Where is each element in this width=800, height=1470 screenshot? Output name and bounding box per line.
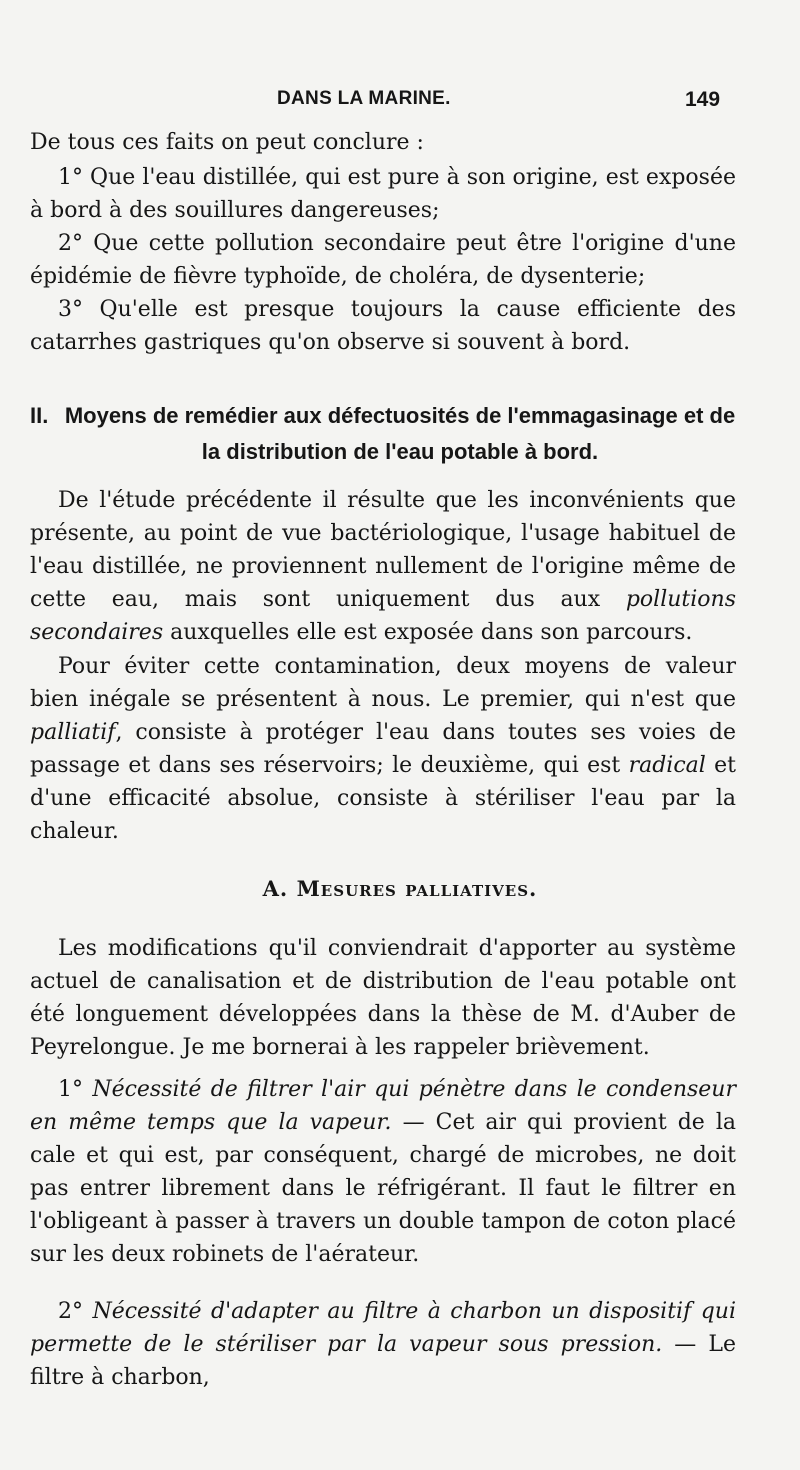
item-title: Nécessité d'adapter au filtre à charbon un dispositif qui permette de le stériliser par la vapeur sous pression. bbox=[30, 1299, 736, 1357]
item-title: Nécessité de filtrer l'air qui pénètre dans le condenseur en même temps que la vapeur. bbox=[30, 1077, 736, 1135]
item-filtre-charbon: 2° Nécessité d'adapter au filtre à charbon un dispositif qui permette de le stériliser par la vapeur sous pression. — Le filtre à charbon, bbox=[30, 1299, 736, 1390]
item-number: 1° bbox=[58, 1077, 83, 1102]
paragraph-contamination: Pour éviter cette contamination, deux moyens de valeur bien inégale se présentent à nous. Le premier, qui n'est que palliatif, consiste à protéger l'eau dans toutes ses voies de passage et dans ses réservoirs; le deuxième, qui est radical et d'une efficacité absolue, consiste à stériliser l'eau par la chaleur. bbox=[30, 654, 736, 844]
emphasis-radical: radical bbox=[628, 753, 706, 778]
page-number: 149 bbox=[685, 88, 721, 111]
subsection-heading bbox=[0, 876, 800, 901]
section-heading bbox=[30, 398, 736, 470]
section-title: Moyens de remédier aux défectuosités de l'emmagasinage et de la distribution de l'eau potable à bord. bbox=[64, 403, 736, 464]
paragraph-modifications: Les modifications qu'il conviendrait d'apporter au système actuel de canalisation et de distribution de l'eau potable ont été longuement développées dans la thèse de M. d'Auber de Peyrelongue. Je me bornerai à les rappeler brièvement. bbox=[30, 936, 736, 1060]
subsection-title: Mesures palliatives. bbox=[296, 876, 538, 901]
emphasis-palliatif: palliatif bbox=[30, 720, 116, 745]
running-head bbox=[0, 88, 800, 118]
running-title: DANS LA MARINE. bbox=[277, 88, 451, 109]
section-number: II. bbox=[30, 403, 49, 428]
item-filtrer-air: 1° Nécessité de filtrer l'air qui pénètre dans le condenseur en même temps que la vapeur. — Cet air qui provient de la cale et qui est, par conséquent, chargé de microbes, ne doit pas entrer librement dans le réfrigérant. Il faut le filtrer en l'obligeant à passer à travers un double tampon de coton placé sur les deux robinets de l'aérateur. bbox=[30, 1077, 737, 1267]
conclusion-point-2: 2° Que cette pollution secondaire peut être l'origine d'une épidémie de fièvre typhoïde, de choléra, de dysenterie; bbox=[30, 231, 736, 289]
conclusion-point-1: 1° Que l'eau distillée, qui est pure à son origine, est exposée à bord à des souillures dangereuses; bbox=[30, 165, 736, 223]
conclusion-point-3: 3° Qu'elle est presque toujours la cause efficiente des catarrhes gastriques qu'on observe si souvent à bord. bbox=[30, 297, 736, 355]
paragraph-etude: De l'étude précédente il résulte que les inconvénients que présente, au point de vue bactériologique, l'usage habituel de l'eau distillée, ne proviennent nullement de l'origine même de cette eau, mais sont uniquement dus aux pollutions secondaires auxquelles elle est exposée dans son parcours. bbox=[30, 488, 736, 645]
subsection-letter: A. bbox=[262, 876, 289, 901]
intro-lead: De tous ces faits on peut conclure : bbox=[30, 130, 424, 155]
item-number: 2° bbox=[58, 1299, 83, 1324]
emphasis-pollutions-secondaires: pollutions secondaires bbox=[30, 587, 736, 645]
